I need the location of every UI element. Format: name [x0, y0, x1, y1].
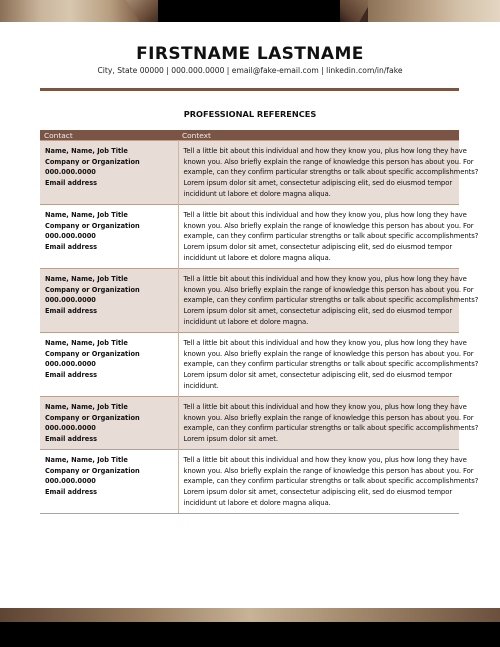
context-line: example, can they confirm particular strengths or talk about specific accomplishments? [183, 360, 479, 369]
reference-email: Email address [45, 435, 98, 444]
context-cell [178, 269, 479, 333]
top-band-gradient-right [368, 0, 500, 22]
context-line: example, can they confirm particular strengths or talk about specific accomplishments? [183, 296, 479, 305]
table-row [40, 141, 459, 205]
header-rule [40, 88, 459, 91]
context-line: Lorem ipsum dolor sit amet, consectetur adipiscing elit, sed do eiusmod tempor [183, 488, 453, 497]
column-header-contact: Contact [40, 130, 178, 141]
reference-email: Email address [45, 371, 98, 380]
reference-phone: 000.000.0000 [45, 232, 96, 241]
reference-company: Company or Organization [45, 157, 140, 166]
reference-email: Email address [45, 179, 98, 188]
reference-company: Company or Organization [45, 413, 140, 422]
reference-company: Company or Organization [45, 221, 140, 230]
reference-company: Company or Organization [45, 285, 140, 294]
reference-name: Name, Name, Job Title [45, 403, 128, 411]
context-line: example, can they confirm particular strengths or talk about specific accomplishments? [183, 168, 479, 177]
context-line: Tell a little bit about this individual and how they know you, plus how long they have [183, 211, 467, 219]
bottom-band-bronze [0, 608, 500, 622]
context-line: incididunt ut labore et dolore magna. [183, 317, 309, 326]
reference-phone: 000.000.0000 [45, 477, 96, 486]
reference-phone: 000.000.0000 [45, 424, 96, 433]
table-row [40, 397, 459, 450]
reference-name: Name, Name, Job Title [45, 147, 128, 155]
context-line: known you. Also briefly explain the range of knowledge this person has about you. For [183, 413, 474, 422]
context-cell [178, 397, 479, 450]
contact-cell [40, 450, 178, 514]
contact-cell [40, 141, 178, 205]
reference-email: Email address [45, 243, 98, 252]
contact-cell [40, 205, 178, 269]
table-row [40, 205, 459, 269]
table-row [40, 269, 459, 333]
top-decorative-band [0, 0, 500, 22]
context-line: incididunt ut labore et dolore magna aliqua. [183, 189, 331, 198]
reference-name: Name, Name, Job Title [45, 275, 128, 283]
contact-line: City, State 00000 | 000.000.0000 | email@fake-email.com | linkedin.com/in/fake [97, 66, 403, 75]
context-line: Tell a little bit about this individual and how they know you, plus how long they have [183, 403, 467, 411]
context-line: Lorem ipsum dolor sit amet, consectetur adipiscing elit, sed do eiusmod tempor [183, 243, 453, 252]
reference-company: Company or Organization [45, 466, 140, 475]
reference-phone: 000.000.0000 [45, 168, 96, 177]
context-line: example, can they confirm particular strengths or talk about specific accomplishments? [183, 424, 479, 433]
section-title: PROFESSIONAL REFERENCES [183, 109, 317, 119]
reference-phone: 000.000.0000 [45, 360, 96, 369]
resume-name: FIRSTNAME LASTNAME [136, 44, 364, 64]
context-line: example, can they confirm particular strengths or talk about specific accomplishments? [183, 477, 479, 486]
context-line: example, can they confirm particular strengths or talk about specific accomplishments? [183, 232, 479, 241]
reference-name: Name, Name, Job Title [45, 211, 128, 219]
context-line: Lorem ipsum dolor sit amet, consectetur adipiscing elit, sed do eiusmod tempor [183, 371, 453, 380]
contact-cell [40, 269, 178, 333]
context-line: Tell a little bit about this individual and how they know you, plus how long they have [183, 339, 467, 347]
reference-company: Company or Organization [45, 349, 140, 358]
bottom-band-black [0, 622, 500, 647]
context-line: Tell a little bit about this individual and how they know you, plus how long they have [183, 456, 467, 464]
context-line: Lorem ipsum dolor sit amet. [183, 435, 278, 444]
table-header-row [40, 130, 459, 141]
context-line: Tell a little bit about this individual and how they know you, plus how long they have [183, 147, 467, 155]
context-line: incididunt ut labore et dolore magna aliqua. [183, 498, 331, 507]
context-line: known you. Also briefly explain the range of knowledge this person has about you. For [183, 285, 474, 294]
context-line: known you. Also briefly explain the range of knowledge this person has about you. For [183, 157, 474, 166]
context-cell [178, 333, 479, 397]
reference-email: Email address [45, 307, 98, 316]
context-line: incididunt ut labore et dolore magna aliqua. [183, 253, 331, 262]
contact-cell [40, 333, 178, 397]
context-line: Lorem ipsum dolor sit amet, consectetur adipiscing elit, sed do eiusmod tempor [183, 179, 453, 188]
context-cell [178, 205, 479, 269]
context-cell [178, 450, 479, 514]
context-line: known you. Also briefly explain the range of knowledge this person has about you. For [183, 466, 474, 475]
top-band-black-panel [158, 0, 345, 22]
context-line: incididunt. [183, 381, 219, 390]
bottom-decorative-band [0, 608, 500, 647]
context-line: known you. Also briefly explain the range of knowledge this person has about you. For [183, 221, 474, 230]
reference-name: Name, Name, Job Title [45, 339, 128, 347]
context-line: known you. Also briefly explain the range of knowledge this person has about you. For [183, 349, 474, 358]
column-header-context: Context [178, 130, 459, 141]
table-row [40, 450, 459, 514]
reference-name: Name, Name, Job Title [45, 456, 128, 464]
context-cell [178, 141, 479, 205]
contact-cell [40, 397, 178, 450]
reference-email: Email address [45, 488, 98, 497]
table-row [40, 333, 459, 397]
context-line: Tell a little bit about this individual and how they know you, plus how long they have [183, 275, 467, 283]
context-line: Lorem ipsum dolor sit amet, consectetur adipiscing elit, sed do eiusmod tempor [183, 307, 453, 316]
references-table [40, 130, 479, 514]
reference-phone: 000.000.0000 [45, 296, 96, 305]
